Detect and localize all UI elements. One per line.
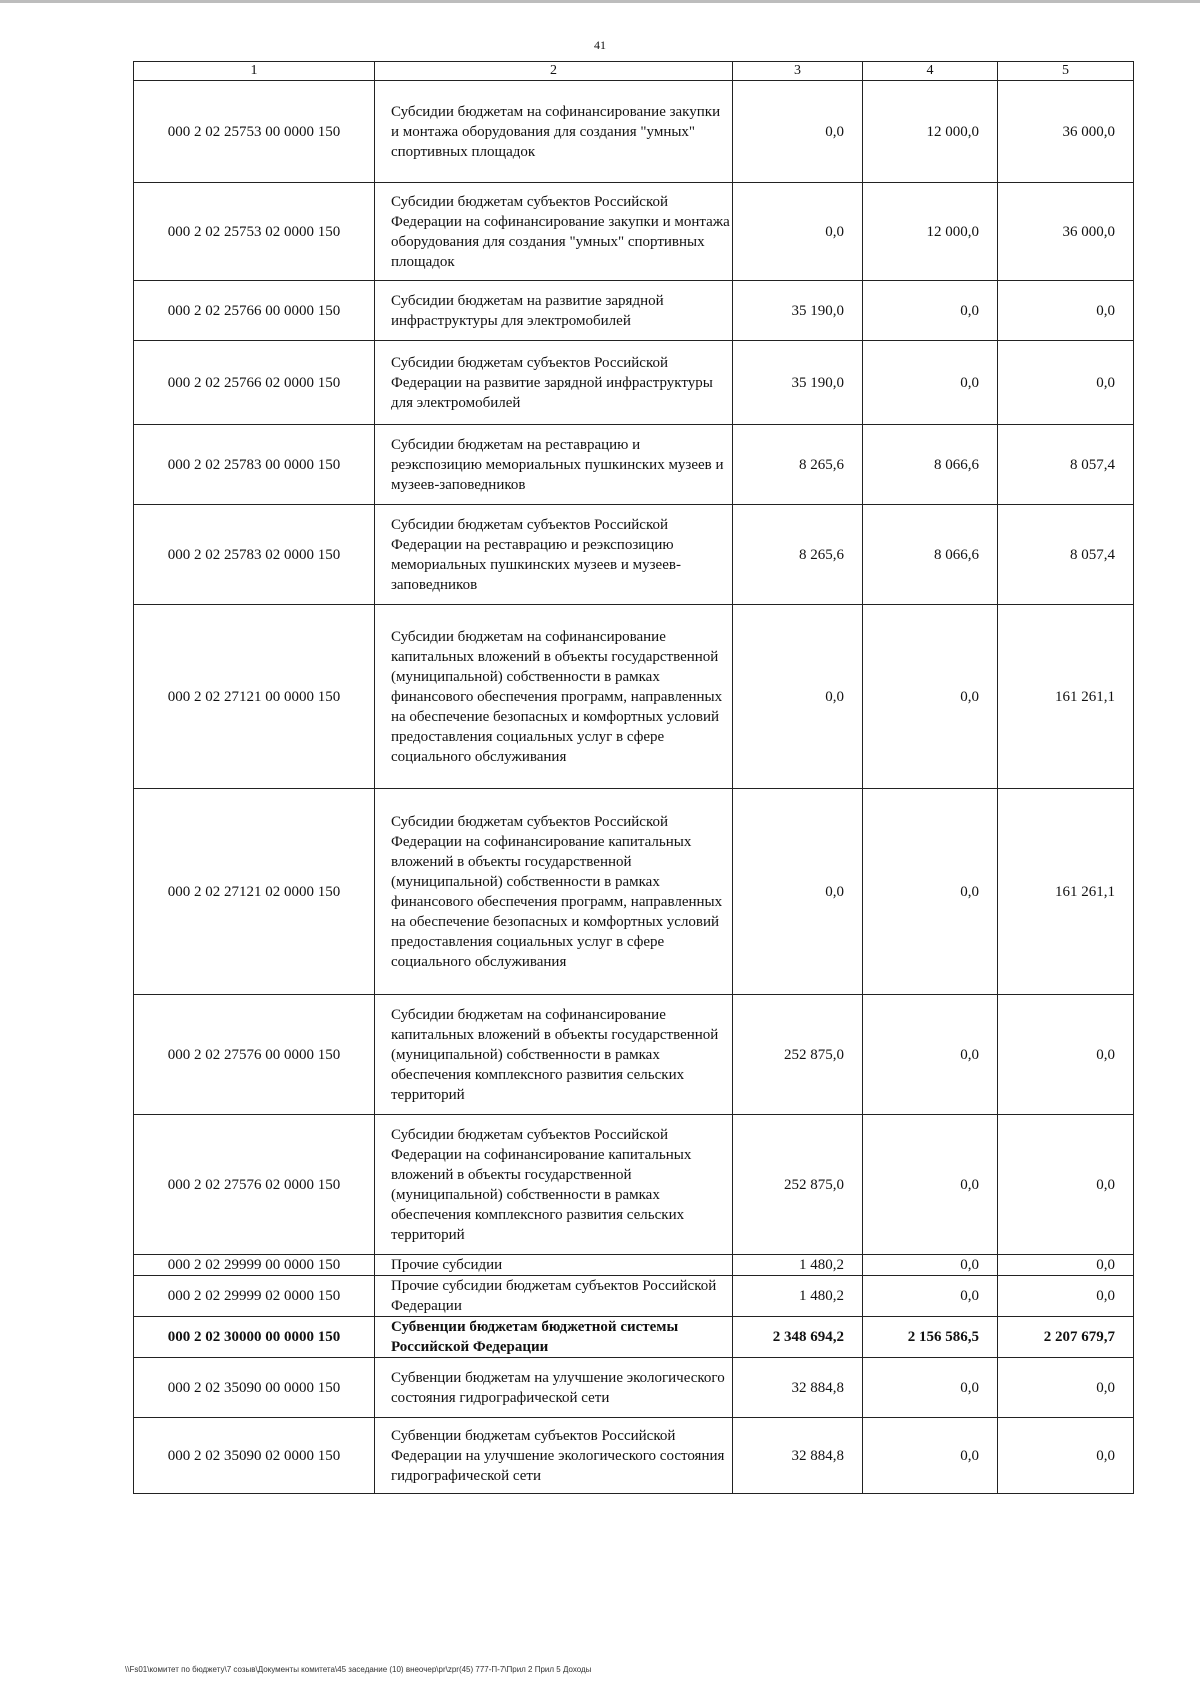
value-col3-cell: 2 348 694,2 [733, 1317, 863, 1358]
value-col3-cell: 0,0 [733, 183, 863, 281]
budget-code-cell: 000 2 02 27121 00 0000 150 [134, 605, 375, 789]
revenue-name-cell: Субвенции бюджетам на улучшение экологического состояния гидрографической сети [375, 1358, 733, 1418]
value-col4-cell: 12 000,0 [863, 183, 998, 281]
table-row [134, 1255, 1134, 1276]
value-col5-cell: 0,0 [998, 995, 1134, 1115]
value-col5-cell: 0,0 [998, 1358, 1134, 1418]
revenue-name-cell: Субсидии бюджетам субъектов Российской Федерации на софинансирование закупки и монтажа оборудования для создания "умных" спортивных площадок [375, 183, 733, 281]
budget-code-cell: 000 2 02 27576 02 0000 150 [134, 1115, 375, 1255]
revenue-name-cell: Субсидии бюджетам субъектов Российской Федерации на софинансирование капитальных вложений в объекты государственной (муниципальной) собственности в рамках финансового обеспечения программ, направленных на обеспечение безопасных и комфортных условий предоставления социальных услуг в сфере социального обслуживания [375, 789, 733, 995]
value-col4-cell: 0,0 [863, 1276, 998, 1317]
value-col3-cell: 1 480,2 [733, 1255, 863, 1276]
revenue-name-cell: Субсидии бюджетам субъектов Российской Федерации на развитие зарядной инфраструктуры для электромобилей [375, 341, 733, 425]
revenue-name-cell: Субсидии бюджетам на развитие зарядной инфраструктуры для электромобилей [375, 281, 733, 341]
value-col3-cell: 35 190,0 [733, 341, 863, 425]
value-col4-cell: 2 156 586,5 [863, 1317, 998, 1358]
table-row [134, 1358, 1134, 1418]
revenue-name-cell: Субвенции бюджетам субъектов Российской Федерации на улучшение экологического состояния гидрографической сети [375, 1418, 733, 1494]
value-col3-cell: 0,0 [733, 789, 863, 995]
column-header-3: 3 [733, 62, 863, 81]
budget-code-cell: 000 2 02 25783 02 0000 150 [134, 505, 375, 605]
value-col5-cell: 2 207 679,7 [998, 1317, 1134, 1358]
table-row [134, 789, 1134, 995]
value-col3-cell: 0,0 [733, 605, 863, 789]
budget-revenue-table [133, 61, 1134, 1494]
value-col5-cell: 0,0 [998, 341, 1134, 425]
table-row [134, 425, 1134, 505]
budget-code-cell: 000 2 02 29999 00 0000 150 [134, 1255, 375, 1276]
value-col4-cell: 0,0 [863, 789, 998, 995]
value-col4-cell: 0,0 [863, 281, 998, 341]
budget-code-cell: 000 2 02 30000 00 0000 150 [134, 1317, 375, 1358]
value-col3-cell: 0,0 [733, 81, 863, 183]
column-number-header-row [134, 62, 1134, 81]
value-col5-cell: 0,0 [998, 1115, 1134, 1255]
value-col5-cell: 36 000,0 [998, 183, 1134, 281]
value-col4-cell: 0,0 [863, 1255, 998, 1276]
value-col5-cell: 8 057,4 [998, 505, 1134, 605]
value-col3-cell: 8 265,6 [733, 505, 863, 605]
value-col3-cell: 252 875,0 [733, 1115, 863, 1255]
revenue-name-cell: Субвенции бюджетам бюджетной системы Российской Федерации [375, 1317, 733, 1358]
budget-code-cell: 000 2 02 25753 00 0000 150 [134, 81, 375, 183]
budget-code-cell: 000 2 02 25766 00 0000 150 [134, 281, 375, 341]
footer-file-path: \\Fs01\комитет по бюджету\7 созыв\Документы комитета\45 заседание (10) внеочер\pr\zpr(45) 777-П-7\Прил 2 Прил 5 Доходы [125, 1665, 592, 1674]
table-row [134, 1418, 1134, 1494]
value-col4-cell: 0,0 [863, 1418, 998, 1494]
budget-code-cell: 000 2 02 35090 02 0000 150 [134, 1418, 375, 1494]
value-col5-cell: 161 261,1 [998, 605, 1134, 789]
table-row [134, 1276, 1134, 1317]
value-col5-cell: 0,0 [998, 281, 1134, 341]
column-header-4: 4 [863, 62, 998, 81]
table-row [134, 183, 1134, 281]
table-row [134, 505, 1134, 605]
budget-code-cell: 000 2 02 25753 02 0000 150 [134, 183, 375, 281]
budget-code-cell: 000 2 02 29999 02 0000 150 [134, 1276, 375, 1317]
scan-top-edge [0, 0, 1200, 3]
revenue-name-cell: Прочие субсидии [375, 1255, 733, 1276]
value-col5-cell: 161 261,1 [998, 789, 1134, 995]
budget-code-cell: 000 2 02 27121 02 0000 150 [134, 789, 375, 995]
table-row [134, 341, 1134, 425]
value-col3-cell: 8 265,6 [733, 425, 863, 505]
budget-code-cell: 000 2 02 25783 00 0000 150 [134, 425, 375, 505]
value-col5-cell: 0,0 [998, 1418, 1134, 1494]
value-col4-cell: 0,0 [863, 1358, 998, 1418]
table-row [134, 1317, 1134, 1358]
value-col5-cell: 0,0 [998, 1276, 1134, 1317]
revenue-name-cell: Субсидии бюджетам субъектов Российской Федерации на реставрацию и реэкспозицию мемориальных пушкинских музеев и музеев-заповедников [375, 505, 733, 605]
value-col4-cell: 0,0 [863, 1115, 998, 1255]
value-col5-cell: 8 057,4 [998, 425, 1134, 505]
value-col3-cell: 252 875,0 [733, 995, 863, 1115]
revenue-name-cell: Субсидии бюджетам на софинансирование капитальных вложений в объекты государственной (муниципальной) собственности в рамках финансового обеспечения программ, направленных на обеспечение безопасных и комфортных условий предоставления социальных услуг в сфере социального обслуживания [375, 605, 733, 789]
value-col4-cell: 8 066,6 [863, 505, 998, 605]
column-header-1: 1 [134, 62, 375, 81]
value-col4-cell: 8 066,6 [863, 425, 998, 505]
table-row [134, 995, 1134, 1115]
revenue-name-cell: Прочие субсидии бюджетам субъектов Российской Федерации [375, 1276, 733, 1317]
value-col3-cell: 32 884,8 [733, 1418, 863, 1494]
value-col3-cell: 1 480,2 [733, 1276, 863, 1317]
value-col5-cell: 0,0 [998, 1255, 1134, 1276]
budget-code-cell: 000 2 02 35090 00 0000 150 [134, 1358, 375, 1418]
value-col4-cell: 0,0 [863, 605, 998, 789]
value-col4-cell: 0,0 [863, 341, 998, 425]
budget-code-cell: 000 2 02 27576 00 0000 150 [134, 995, 375, 1115]
revenue-name-cell: Субсидии бюджетам на софинансирование закупки и монтажа оборудования для создания "умных" спортивных площадок [375, 81, 733, 183]
value-col3-cell: 32 884,8 [733, 1358, 863, 1418]
revenue-name-cell: Субсидии бюджетам на софинансирование капитальных вложений в объекты государственной (муниципальной) собственности в рамках обеспечения комплексного развития сельских территорий [375, 995, 733, 1115]
value-col4-cell: 0,0 [863, 995, 998, 1115]
value-col4-cell: 12 000,0 [863, 81, 998, 183]
table-row [134, 281, 1134, 341]
column-header-5: 5 [998, 62, 1134, 81]
table-row [134, 605, 1134, 789]
table-body [134, 62, 1134, 1494]
column-header-2: 2 [375, 62, 733, 81]
revenue-name-cell: Субсидии бюджетам на реставрацию и реэкспозицию мемориальных пушкинских музеев и музеев-заповедников [375, 425, 733, 505]
value-col5-cell: 36 000,0 [998, 81, 1134, 183]
value-col3-cell: 35 190,0 [733, 281, 863, 341]
revenue-name-cell: Субсидии бюджетам субъектов Российской Федерации на софинансирование капитальных вложений в объекты государственной (муниципальной) собственности в рамках обеспечения комплексного развития сельских территорий [375, 1115, 733, 1255]
table-row [134, 81, 1134, 183]
table-row [134, 1115, 1134, 1255]
page-number: 41 [594, 38, 606, 52]
budget-code-cell: 000 2 02 25766 02 0000 150 [134, 341, 375, 425]
